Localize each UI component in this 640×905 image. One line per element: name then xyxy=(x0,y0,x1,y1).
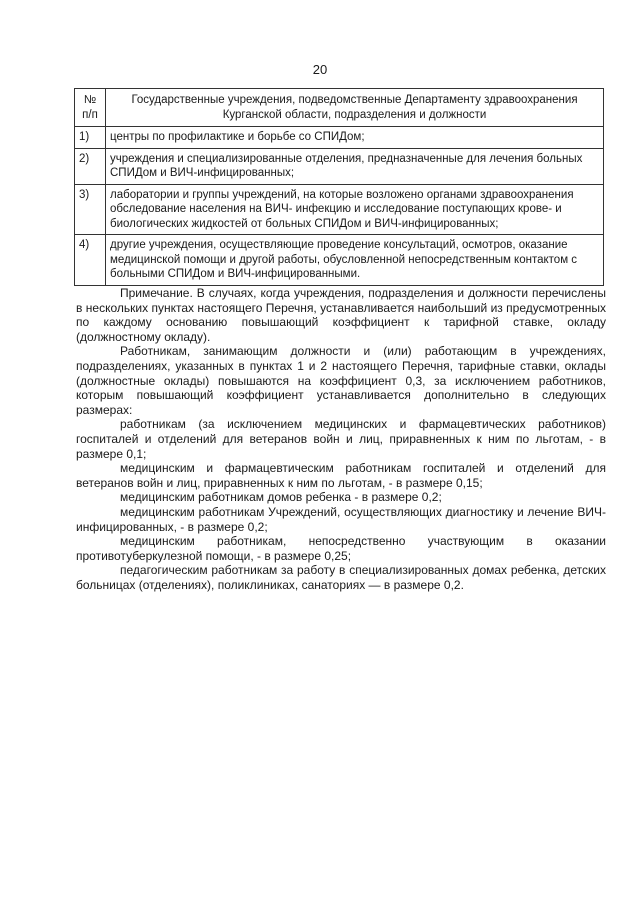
row-number: 4) xyxy=(75,235,106,286)
institutions-table xyxy=(74,88,604,286)
table-header-num: № п/п xyxy=(75,89,106,127)
coefficient-item: медицинским работникам, непосредственно участвующим в оказании противотуберкулезной помощи, - в размере 0,25; xyxy=(76,534,606,563)
row-number: 1) xyxy=(75,127,106,149)
table-header-title: Государственные учреждения, подведомственные Департаменту здравоохранения Курганской области, подразделения и должности xyxy=(106,89,604,127)
row-text: другие учреждения, осуществляющие проведение консультаций, осмотров, оказание медицинской помощи и другой работы, обусловленной непосредственным контактом с больными СПИДом и ВИЧ-инфицированными. xyxy=(106,235,604,286)
coefficient-item: медицинским и фармацевтическим работникам госпиталей и отделений для ветеранов войн и лиц, приравненных к ним по льготам, - в размере 0,15; xyxy=(76,461,606,490)
coefficient-item: медицинским работникам Учреждений, осуществляющих диагностику и лечение ВИЧ-инфицированных, - в размере 0,2; xyxy=(76,504,606,534)
note-section xyxy=(76,286,606,592)
row-text: лаборатории и группы учреждений, на которые возложено органами здравоохранения обследование населения на ВИЧ- инфекцию и исследование поступающих крове- и биологических жидкостей от больных СПИДом и ВИЧ-инфицированных; xyxy=(106,184,604,235)
coefficient-item: работникам (за исключением медицинских и фармацевтических работников) госпиталей и отделений для ветеранов войн и лиц, приравненных к ним по льготам, - в размере 0,1; xyxy=(76,417,606,461)
note-paragraph: Примечание. В случаях, когда учреждения, подразделения и должности перечислены в нескольких пунктах настоящего Перечня, устанавливается наибольший из предусмотренных по каждому основанию повышающий коэффициент к тарифной ставке, окладу (должностному окладу). xyxy=(76,286,606,344)
table-row xyxy=(75,184,604,235)
table-row xyxy=(75,127,604,149)
row-number: 2) xyxy=(75,148,106,184)
table-row xyxy=(75,148,604,184)
coefficient-item: медицинским работникам домов ребенка - в размере 0,2; xyxy=(120,490,442,505)
table-header-row xyxy=(75,89,604,127)
coefficient-paragraph: Работникам, занимающим должности и (или) работающим в учреждениях, подразделениях, указанных в пунктах 1 и 2 настоящего Перечня, тарифные ставки, оклады (должностные оклады) повышаются на коэффициент 0,3, за исключением работников, которым повышающий коэффициент устанавливается дополнительно в следующих размерах: xyxy=(76,344,606,417)
row-text: центры по профилактике и борьбе со СПИДом; xyxy=(106,127,604,149)
row-number: 3) xyxy=(75,184,106,235)
row-text: учреждения и специализированные отделения, предназначенные для лечения больных СПИДом и ВИЧ-инфицированных; xyxy=(106,148,604,184)
table-row xyxy=(75,235,604,286)
coefficient-item: педагогическим работникам за работу в специализированных домах ребенка, детских больницах (отделениях), поликлиниках, санаториях — в размере 0,2. xyxy=(76,563,606,592)
page-number: 20 xyxy=(312,62,328,77)
